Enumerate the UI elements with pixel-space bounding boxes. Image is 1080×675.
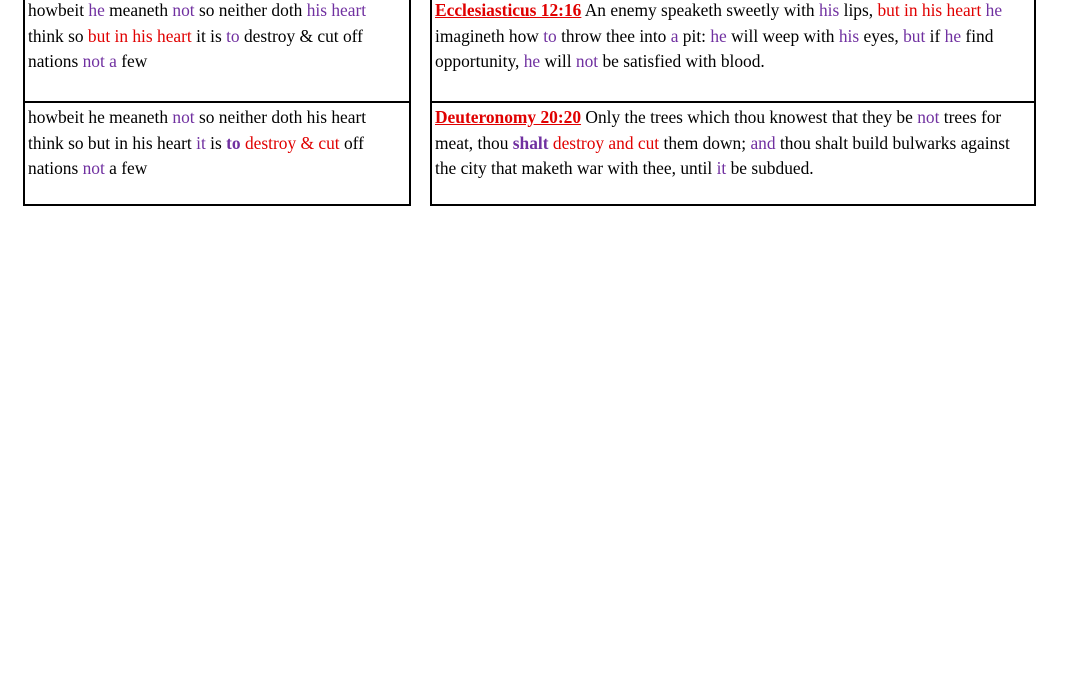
text-segment: not [172, 0, 195, 20]
text-segment: imagineth how [435, 0, 1007, 46]
text-segment: will weep with [726, 25, 839, 46]
text-segment: Only the trees which thou knowest that they be [581, 107, 918, 127]
text-segment: if [925, 25, 945, 46]
text-segment: few [116, 51, 148, 72]
row-1-left-text [28, 0, 406, 75]
text-segment: An enemy speaketh sweetly with [581, 0, 819, 20]
text-segment: not [82, 158, 105, 179]
text-segment: trees for meat, thou [435, 107, 1006, 153]
text-segment: lips, [839, 0, 878, 20]
row-1-right-text [435, 0, 1031, 75]
text-segment: he [985, 0, 1003, 20]
text-segment: be satisfied with blood. [598, 51, 765, 72]
text-segment: is [205, 132, 227, 153]
text-segment: shalt [512, 132, 549, 153]
text-segment: a few [104, 158, 148, 179]
text-segment: it [196, 132, 206, 153]
text-segment: his [838, 25, 860, 46]
row-1-right-cell [430, 0, 1036, 103]
verse-reference: Deuteronomy 20:20 [435, 107, 582, 127]
text-segment: destroy & cut off nations [28, 25, 368, 72]
text-segment: his [818, 0, 840, 20]
text-segment: destroy & cut [244, 132, 340, 153]
text-segment: meaneth [104, 0, 173, 20]
text-segment: it [716, 158, 727, 179]
text-segment: to [543, 25, 557, 46]
text-segment: throw thee into [556, 25, 671, 46]
text-segment: a [670, 25, 679, 46]
row-2-right-cell [430, 101, 1036, 206]
text-segment: thou shalt build bulwarks against the city that maketh war with thee, until [435, 132, 1015, 179]
text-segment: to [226, 132, 241, 153]
row-2-left-cell [23, 101, 411, 206]
text-segment: he [523, 51, 541, 72]
text-segment: but in his heart [877, 0, 982, 20]
text-segment: be subdued. [726, 158, 814, 179]
row-2-left-text [28, 103, 406, 182]
text-segment: so neither doth [194, 0, 307, 20]
text-segment: he [710, 25, 727, 46]
text-segment: and [750, 132, 776, 153]
text-segment: pit: [678, 25, 711, 46]
row-2-right-text [435, 103, 1031, 182]
text-segment: not [575, 51, 599, 72]
text-segment: but [903, 25, 926, 46]
text-segment: he [944, 25, 962, 46]
text-segment: but in his heart [87, 25, 192, 46]
text-segment: to [226, 25, 240, 46]
verse-reference: Ecclesiasticus 12:16 [435, 0, 582, 20]
text-segment: not [917, 107, 940, 127]
text-segment: howbeit [28, 0, 89, 20]
text-segment: eyes, [859, 25, 904, 46]
text-segment: destroy and cut [552, 132, 660, 153]
text-segment: find opportunity, [435, 25, 998, 72]
text-segment: not [172, 107, 195, 127]
text-segment: it is [191, 25, 227, 46]
text-segment: howbeit he meaneth [28, 107, 173, 127]
row-1-left-cell [23, 0, 411, 103]
text-segment: so neither doth his heart think so but in his heart [28, 107, 371, 153]
text-segment: off nations [28, 132, 369, 179]
text-segment: them down; [659, 132, 751, 153]
text-segment: will [540, 51, 576, 72]
text-segment: think so [28, 0, 371, 46]
text-segment: he [88, 0, 105, 20]
text-segment: not a [82, 51, 117, 72]
text-segment: his heart [306, 0, 367, 20]
